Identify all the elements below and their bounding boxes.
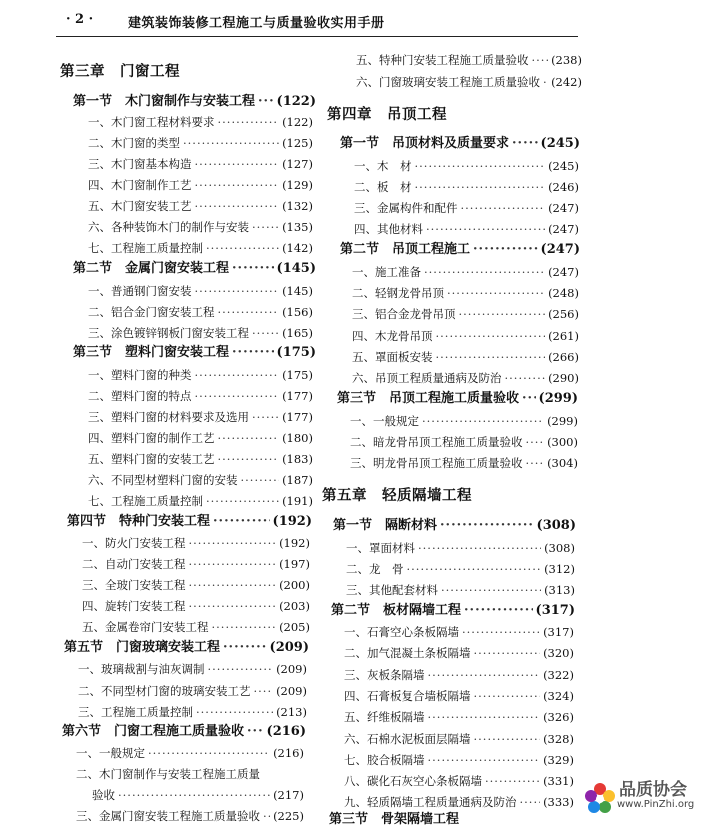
toc-item: 五、特种门安装工程施工质量验收 ····· (238) (356, 50, 582, 70)
toc-section: 第二节 金属门窗安装工程 ····· (145) (73, 259, 316, 279)
toc-item: 二、龙 骨 ····· (312) (346, 559, 575, 579)
toc-item: 八、碳化石灰空心条板隔墙 ····· (331) (344, 771, 574, 791)
toc-item: 四、塑料门窗的制作工艺 ····· (180) (88, 428, 313, 448)
toc-item: 一、木门窗工程材料要求 ····· (122) (88, 112, 313, 132)
toc-item: 二、不同型材门窗的玻璃安装工艺 ····· (209) (78, 681, 307, 701)
chapter-heading: 第五章 轻质隔墙工程 (322, 487, 472, 504)
toc-section: 第一节 吊顶材料及质量要求 ····· (245) (340, 134, 580, 154)
watermark-url: www.PinZhi.org (617, 799, 695, 810)
toc-item: 一、木 材 ····· (245) (354, 156, 579, 176)
toc-item-line1: 二、木门窗制作与安装工程施工质量 (76, 767, 260, 781)
toc-item: 五、罩面板安装 ····· (266) (352, 347, 579, 367)
toc-item: 二、轻钢龙骨吊顶 ····· (248) (352, 283, 579, 303)
page-number: · 2 · (66, 12, 94, 27)
toc-section-partial: 第三节 骨架隔墙工程 (329, 812, 460, 827)
toc-item: 七、工程施工质量控制 ····· (142) (88, 238, 313, 258)
toc-item: 二、暗龙骨吊顶工程施工质量验收 ····· (300) (350, 432, 578, 452)
toc-item: 三、涂色镀锌钢板门窗安装工程 ····· (165) (88, 323, 313, 343)
toc-item: 四、旋转门安装工程 ····· (203) (82, 596, 310, 616)
toc-item: 二、塑料门窗的特点 ····· (177) (88, 386, 313, 406)
book-title: 建筑装饰装修工程施工与质量验收实用手册 (128, 16, 385, 31)
toc-item: 一、玻璃裁割与油灰调制 ····· (209) (78, 659, 307, 679)
toc-item: 五、塑料门窗的安装工艺 ····· (183) (88, 449, 313, 469)
toc-item: 二、木门窗的类型 ····· (125) (88, 133, 313, 153)
toc-item: 三、金属构件和配件 ····· (247) (354, 198, 579, 218)
toc-item: 三、全玻门安装工程 ····· (200) (82, 575, 310, 595)
toc-item: 七、胶合板隔墙 ····· (329) (344, 750, 574, 770)
toc-item: 五、木门窗安装工艺 ····· (132) (88, 196, 313, 216)
toc-section: 第五节 门窗玻璃安装工程 ····· (209) (64, 638, 309, 658)
toc-section: 第四节 特种门安装工程 ····· (192) (67, 512, 312, 532)
toc-item: 二、板 材 ····· (246) (354, 177, 579, 197)
toc-item: 二、自动门安装工程 ····· (197) (82, 554, 310, 574)
toc-section: 第二节 板材隔墙工程 ····· (317) (331, 601, 575, 621)
toc-item: 三、其他配套材料 ····· (313) (346, 580, 575, 600)
toc-item: 一、普通钢门窗安装 ····· (145) (88, 281, 313, 301)
toc-item: 三、木门窗基本构造 ····· (127) (88, 154, 313, 174)
toc-item: 三、铝合金龙骨吊顶 ····· (256) (352, 304, 579, 324)
toc-item: 一、塑料门窗的种类 ····· (175) (88, 365, 313, 385)
watermark-logo (583, 773, 709, 820)
toc-item: 三、塑料门窗的材料要求及选用 ····· (177) (88, 407, 313, 427)
toc-item: 五、纤维板隔墙 ····· (326) (344, 707, 574, 727)
toc-item: 五、金属卷帘门安装工程 ····· (205) (82, 617, 310, 637)
toc-item: 六、石棉水泥板面层隔墙 ····· (328) (344, 729, 574, 749)
toc-item: 六、门窗玻璃安装工程施工质量验收 ····· (242) (356, 72, 582, 92)
page-header (66, 12, 576, 32)
toc-item: 六、吊顶工程质量通病及防治 ····· (290) (352, 368, 579, 388)
toc-item: 一、罩面材料 ····· (308) (346, 538, 575, 558)
toc-item: 一、施工准备 ····· (247) (352, 262, 579, 282)
toc-item: 验收 ····· (217) (92, 785, 304, 805)
toc-item: 四、石膏板复合墙板隔墙 ····· (324) (344, 686, 574, 706)
toc-item: 六、不同型材塑料门窗的安装 ····· (187) (88, 470, 313, 490)
toc-section: 第二节 吊顶工程施工 ····· (247) (340, 240, 580, 260)
toc-item: 四、木门窗制作工艺 ····· (129) (88, 175, 313, 195)
toc-item: 三、金属门窗安装工程施工质量验收 ····· (225) (76, 806, 304, 826)
toc-item: 四、其他材料 ····· (247) (354, 219, 579, 239)
toc-item: 三、工程施工质量控制 ····· (213) (78, 702, 307, 722)
toc-item: 一、一般规定 ····· (216) (76, 743, 304, 763)
toc-section: 第一节 木门窗制作与安装工程 ····· (122) (73, 92, 316, 112)
toc-item: 三、灰板条隔墙 ····· (322) (344, 665, 574, 685)
flower-logo-icon (583, 781, 617, 815)
chapter-heading: 第四章 吊顶工程 (327, 106, 447, 123)
header-rule (56, 36, 578, 37)
chapter-heading: 第三章 门窗工程 (60, 63, 180, 80)
toc-section: 第一节 隔断材料 ····· (308) (333, 516, 576, 536)
toc-item: 二、加气混凝土条板隔墙 ····· (320) (344, 643, 574, 663)
toc-item: 四、木龙骨吊顶 ····· (261) (352, 326, 579, 346)
toc-item: 一、石膏空心条板隔墙 ····· (317) (344, 622, 574, 642)
toc-section: 第三节 吊顶工程施工质量验收 ····· (299) (337, 389, 578, 409)
toc-item: 九、轻质隔墙工程质量通病及防治 ····· (333) (344, 792, 574, 812)
toc-item: 三、明龙骨吊顶工程施工质量验收 ····· (304) (350, 453, 578, 473)
toc-section: 第六节 门窗工程施工质量验收 ····· (216) (62, 722, 306, 742)
toc-item: 二、铝合金门窗安装工程 ····· (156) (88, 302, 313, 322)
toc-section: 第三节 塑料门窗安装工程 ····· (175) (73, 343, 316, 363)
watermark-text: 品质协会 (619, 780, 687, 800)
toc-item: 六、各种装饰木门的制作与安装 ····· (135) (88, 217, 313, 237)
toc-item: 一、防火门安装工程 ····· (192) (82, 533, 310, 553)
toc-item: 七、工程施工质量控制 ····· (191) (88, 491, 313, 511)
toc-item: 一、一般规定 ····· (299) (350, 411, 578, 431)
